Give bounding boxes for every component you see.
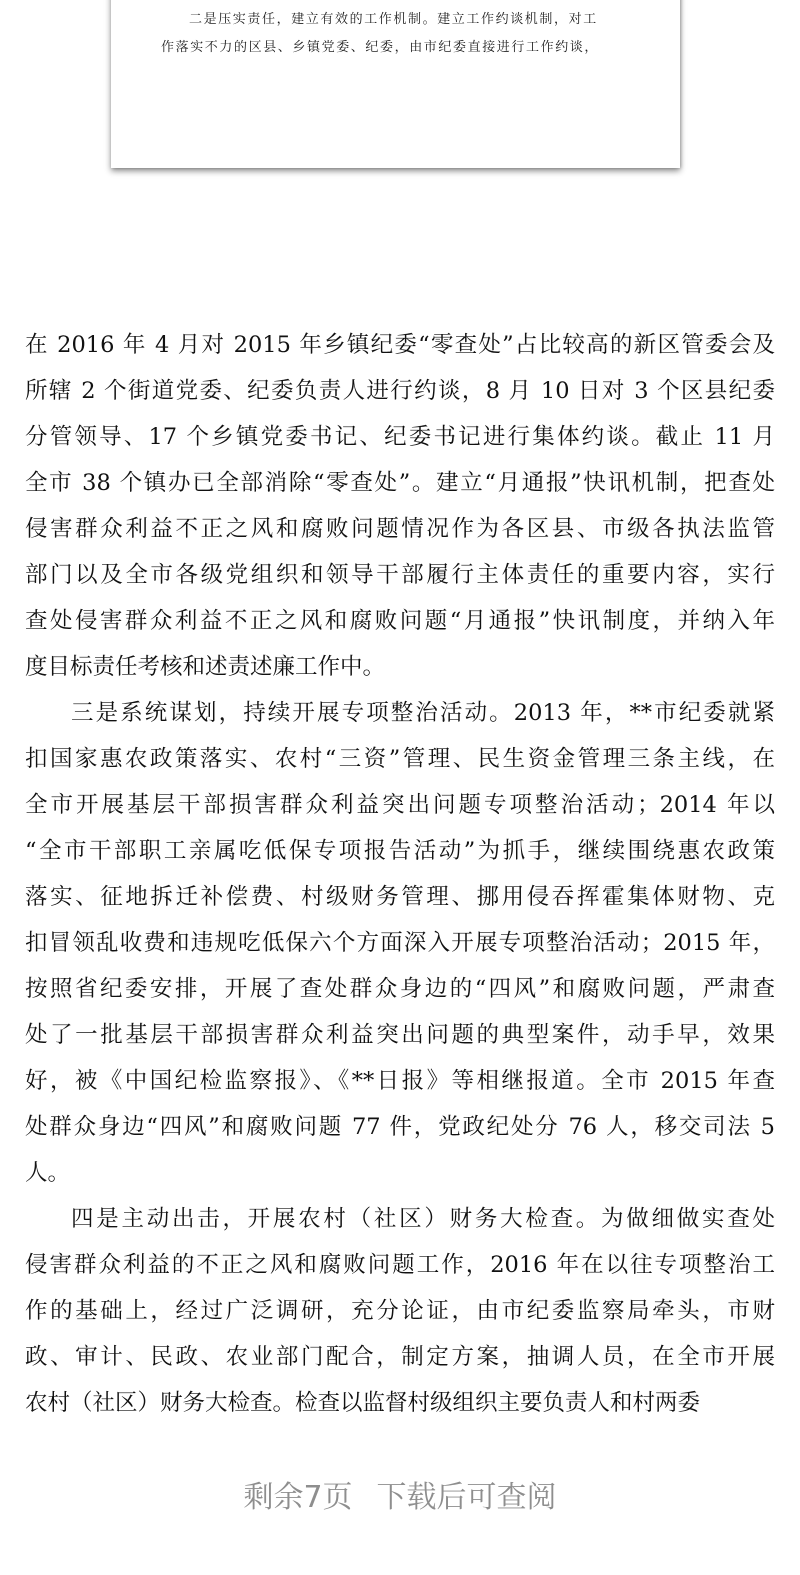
- text-line: 处了一批基层干部损害群众利益突出问题的典型案件，动手早，效果: [25, 1022, 775, 1048]
- paragraph: [25, 698, 775, 1204]
- text-line: 四是主动出击，开展农村（社区）财务大检查。为做细做实查处: [71, 1206, 775, 1232]
- text-line: 在 2016 年 4 月对 2015 年乡镇纪委“零查处”占比较高的新区管委会及: [25, 332, 775, 358]
- text-line: 查处侵害群众利益不正之风和腐败问题“月通报”快讯制度，并纳入年: [25, 608, 775, 634]
- text-line: 分管领导、17 个乡镇党委书记、纪委书记进行集体约谈。截止 11 月: [25, 424, 775, 450]
- text-line: 全市 38 个镇办已全部消除“零查处”。建立“月通报”快讯机制，把查处: [25, 470, 775, 496]
- text-line: 处群众身边“四风”和腐败问题 77 件，党政纪处分 76 人，移交司法 5: [25, 1114, 775, 1140]
- paragraph: [25, 330, 775, 698]
- remaining-pages-label: 剩余7页: [243, 1480, 353, 1515]
- text-line: 扣冒领乱收费和违规吃低保六个方面深入开展专项整治活动；2015 年，: [25, 930, 775, 956]
- text-line: 全市开展基层干部损害群众利益突出问题专项整治活动；2014 年以: [25, 792, 775, 818]
- preview-line: 二是压实责任，建立有效的工作机制。建立工作约谈机制，对工: [189, 12, 598, 27]
- text-line: 好，被《中国纪检监察报》、《**日报》等相继报道。全市 2015 年查: [25, 1068, 775, 1094]
- text-line: 落实、征地拆迁补偿费、村级财务管理、挪用侵吞挥霍集体财物、克: [25, 884, 775, 910]
- preview-line: 作落实不力的区县、乡镇党委、纪委，由市纪委直接进行工作约谈，: [161, 40, 600, 55]
- text-line: 作的基础上，经过广泛调研，充分论证，由市纪委监察局牵头，市财: [25, 1298, 775, 1324]
- download-prompt[interactable]: [0, 1472, 800, 1516]
- text-line: 部门以及全市各级党组织和领导干部履行主体责任的重要内容，实行: [25, 562, 775, 588]
- text-line: 度目标责任考核和述责述廉工作中。: [25, 654, 386, 680]
- text-line: 按照省纪委安排，开展了查处群众身边的“四风”和腐败问题，严肃查: [25, 976, 775, 1002]
- text-line: 人。: [25, 1160, 71, 1186]
- preview-page-card: [111, 0, 680, 168]
- text-line: 侵害群众利益不正之风和腐败问题情况作为各区县、市级各执法监管: [25, 516, 775, 542]
- text-line: 政、审计、民政、农业部门配合，制定方案，抽调人员，在全市开展: [25, 1344, 775, 1370]
- text-line: 扣国家惠农政策落实、农村“三资”管理、民生资金管理三条主线，在: [25, 746, 775, 772]
- text-line: 三是系统谋划，持续开展专项整治活动。2013 年，**市纪委就紧: [71, 700, 775, 726]
- paragraph: [25, 1204, 775, 1434]
- document-body: [25, 330, 775, 1434]
- text-line: 所辖 2 个街道党委、纪委负责人进行约谈，8 月 10 日对 3 个区县纪委: [25, 378, 775, 404]
- text-line: 侵害群众利益的不正之风和腐败问题工作，2016 年在以往专项整治工: [25, 1252, 775, 1278]
- text-line: 农村（社区）财务大检查。检查以监督村级组织主要负责人和村两委: [25, 1390, 701, 1416]
- text-line: “全市干部职工亲属吃低保专项报告活动”为抓手，继续围绕惠农政策: [25, 838, 775, 864]
- download-to-view-label: 下载后可查阅: [376, 1480, 557, 1515]
